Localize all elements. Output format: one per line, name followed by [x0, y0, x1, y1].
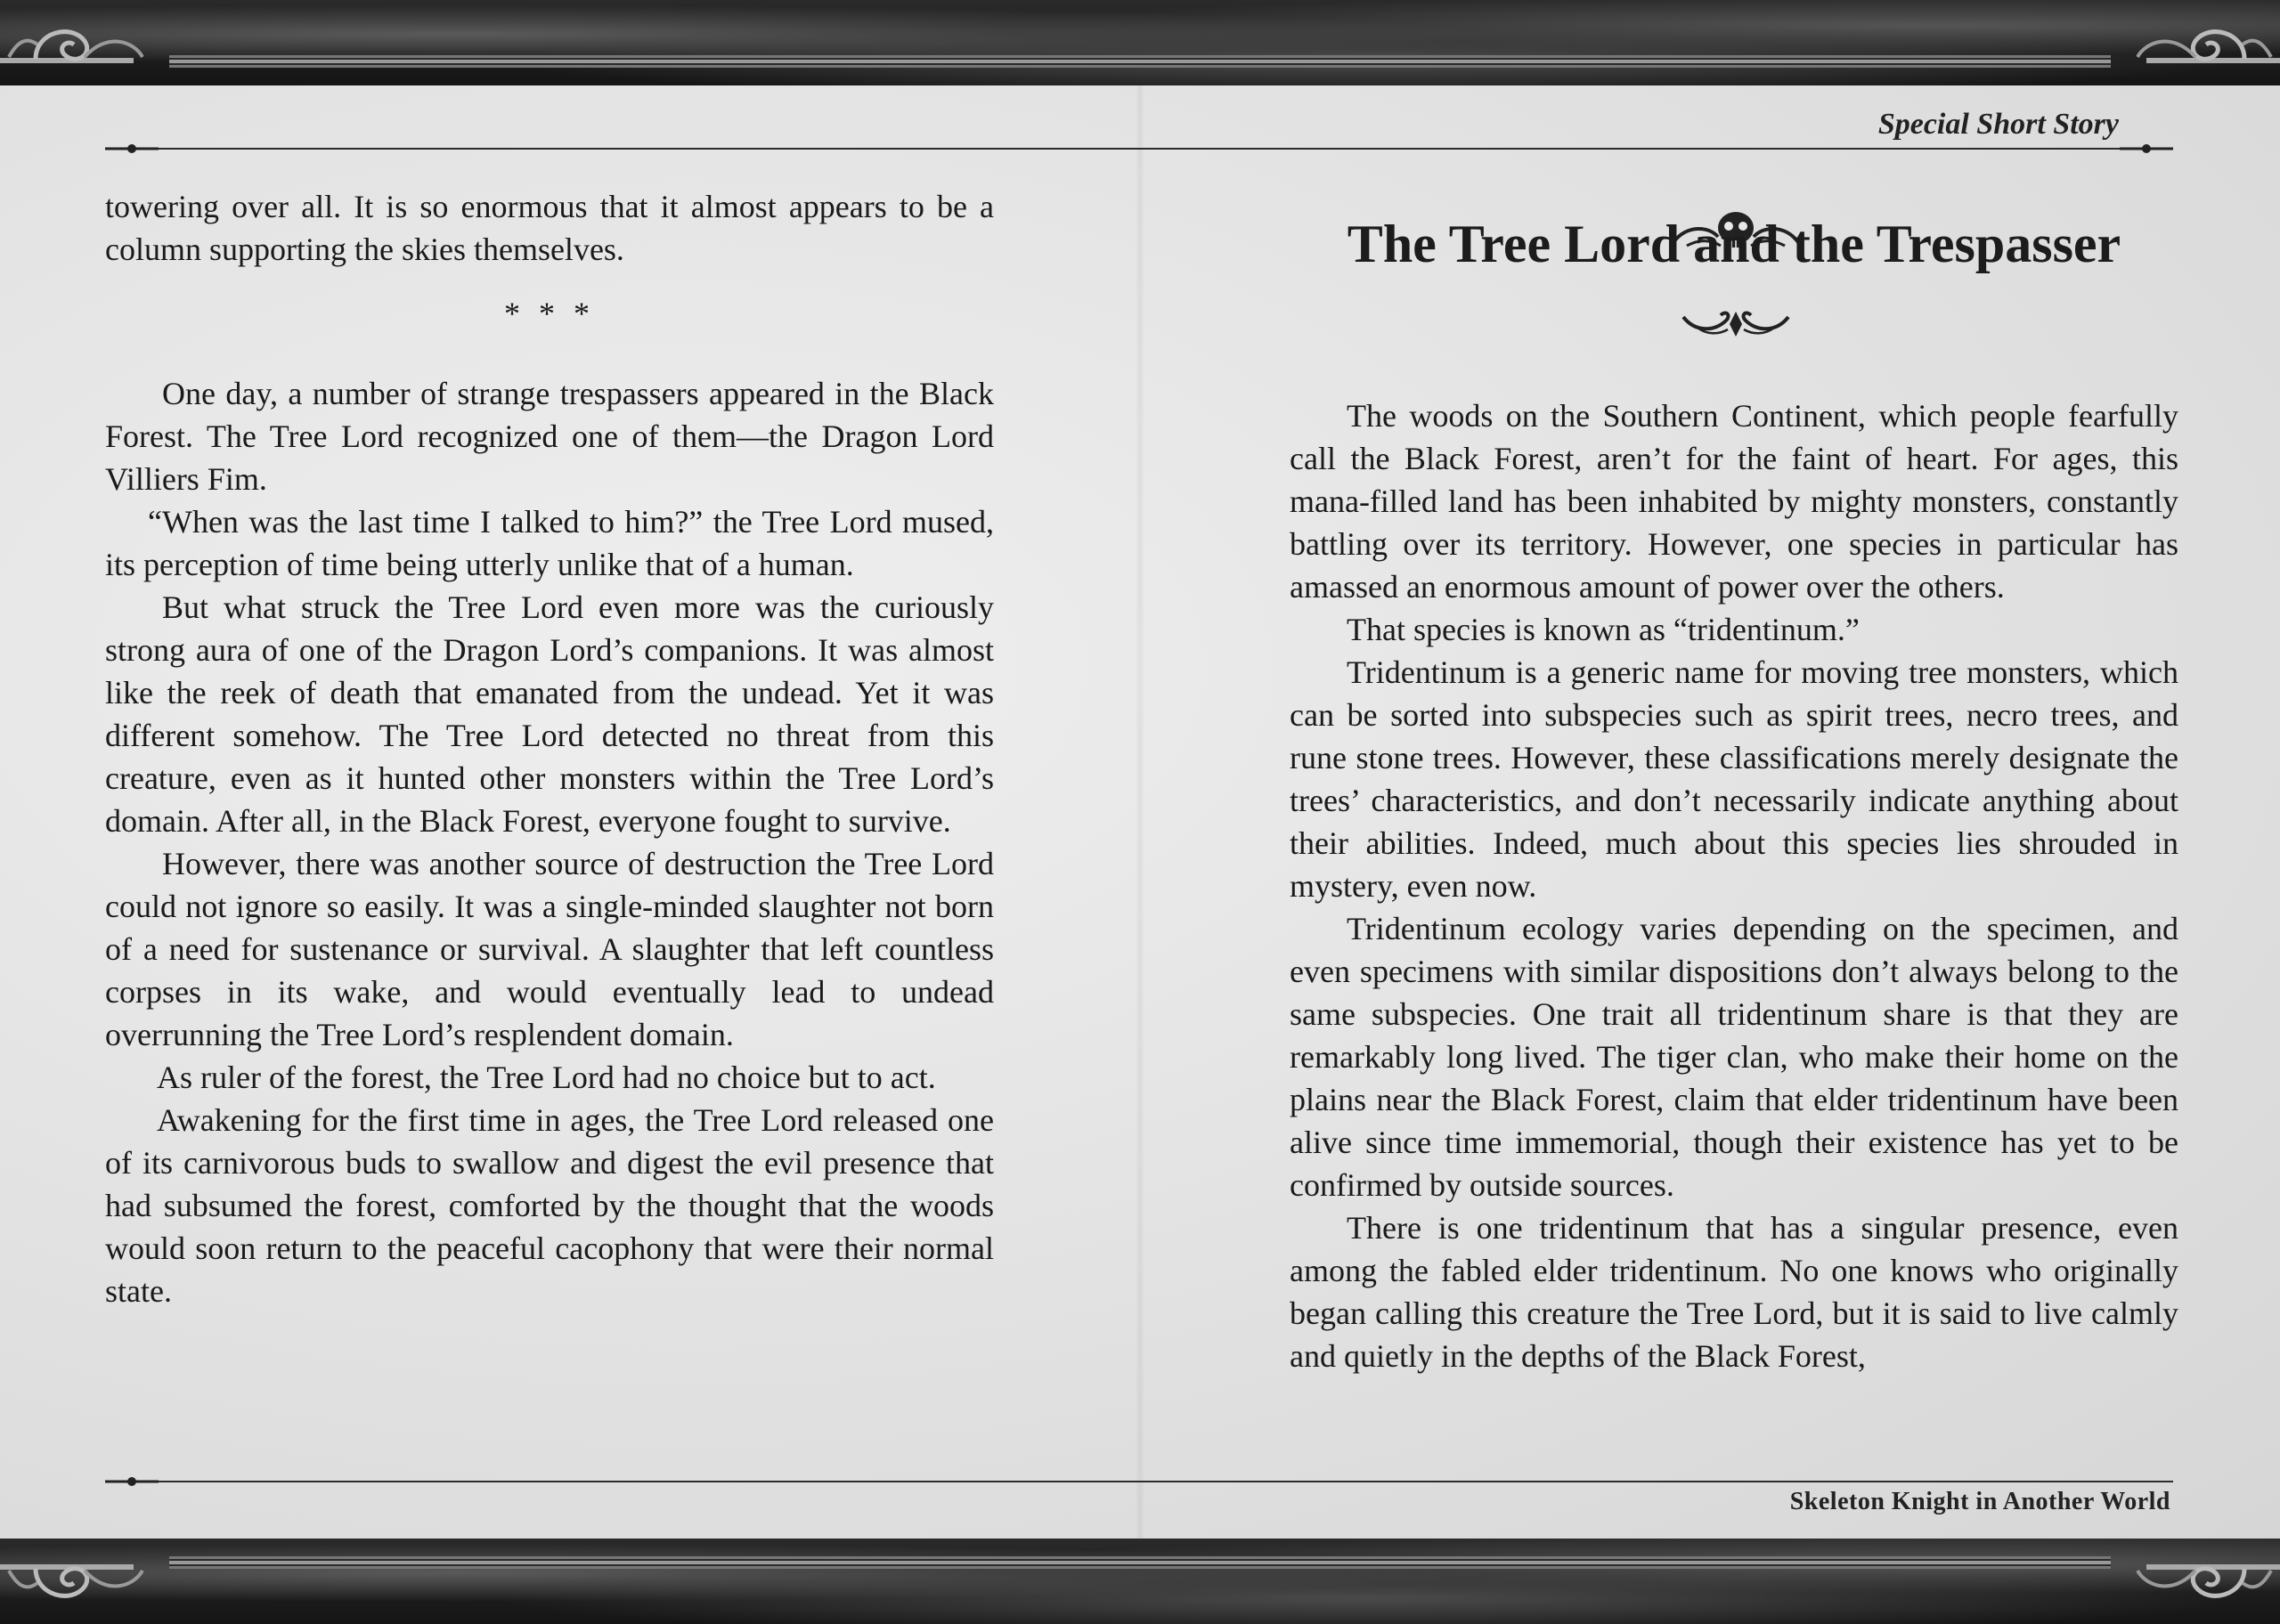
corner-flourish-icon	[0, 5, 169, 85]
header-rule	[105, 148, 2173, 150]
paragraph: Tridentinum is a generic name for moving tree monsters, which can be sorted into subspecies such as spirit trees, necro trees, and rune stone trees. However, these classifications merely designate the trees’ characteristics, and don’t necessarily indicate anything about their abilities. Indeed, much about this species lies shrouded in mystery, even now.	[1290, 654, 2178, 904]
scroll-flourish-icon	[1680, 308, 1792, 340]
running-footer-book-title: Skeleton Knight in Another World	[1789, 1488, 2170, 1515]
story-title: The Tree Lord and the Trespasser	[1347, 215, 2121, 273]
rule-end-ornament	[105, 142, 159, 155]
paragraph: However, there was another source of destruction the Tree Lord could not ignore so easily. It was a single-minded slaughter not born of a need for sustenance or survival. A slaughter that left countless corpses in its wake, and would eventually lead to undead overrunning the Tree Lord’s resplendent domain.	[105, 846, 994, 1052]
running-header-title: Special Short Story	[1877, 108, 2119, 141]
corner-flourish-icon	[2111, 5, 2280, 85]
paragraph: There is one tridentinum that has a singular presence, even among the fabled elder tridentinum. No one knows who originally began calling this creature the Tree Lord, but it is said to live calmly and quietly in the depths of the Black Forest,	[1290, 1210, 2178, 1374]
paragraph: One day, a number of strange trespassers appeared in the Black Forest. The Tree Lord recognized one of them—the Dragon Lord Villiers Fim.	[105, 376, 994, 497]
left-page-text	[105, 185, 994, 1312]
corner-flourish-icon	[2111, 1542, 2280, 1622]
paragraph: “When was the last time I talked to him?” the Tree Lord mused, its perception of time being utterly unlike that of a human.	[105, 504, 994, 582]
paragraph: That species is known as “tridentinum.”	[1347, 612, 1860, 647]
bottom-band-rule	[169, 1556, 2111, 1569]
paragraph: As ruler of the forest, the Tree Lord had no choice but to act.	[157, 1060, 936, 1095]
bottom-decorative-band	[0, 1539, 2280, 1624]
footer-rule	[105, 1481, 2173, 1482]
corner-flourish-icon	[0, 1542, 169, 1622]
paragraph: towering over all. It is so enormous that it almost appears to be a column supporting the skies themselves.	[105, 189, 994, 267]
rule-end-ornament	[105, 1475, 159, 1488]
top-decorative-band	[0, 0, 2280, 85]
top-band-rule	[169, 55, 2111, 68]
paragraph: Awakening for the first time in ages, the Tree Lord released one of its carnivorous buds to swallow and digest the evil presence that had subsumed the forest, comforted by the thought that the woods would soon return to the peaceful cacophony that were their normal state.	[105, 1102, 994, 1309]
story-title-block	[1290, 210, 2178, 278]
rule-end-ornament	[2120, 142, 2173, 155]
paragraph: The woods on the Southern Continent, which people fearfully call the Black Forest, aren’t for the faint of heart. For ages, this mana-filled land has been inhabited by mighty monsters, constantly battling over its territory. However, one species in particular has amassed an enormous amount of power over the others.	[1290, 398, 2178, 605]
scene-break: * * *	[504, 296, 595, 331]
paragraph: But what struck the Tree Lord even more was the curiously strong aura of one of the Dragon Lord’s companions. It was almost like the reek of death that emanated from the undead. Yet it was different somehow. The Tree Lord detected no threat from this creature, even as it hunted other monsters within the Tree Lord’s domain. After all, in the Black Forest, everyone fought to survive.	[105, 589, 994, 839]
paragraph: Tridentinum ecology varies depending on the specimen, and even specimens with similar dispositions don’t always belong to the same subspecies. One trait all tridentinum share is that they are remarkably long lived. The tiger clan, who make their home on the plains near the Black Forest, claim that elder tridentinum have been alive since time immemorial, though their existence has yet to be confirmed by outside sources.	[1290, 911, 2178, 1203]
right-page-text	[1290, 394, 2178, 1377]
